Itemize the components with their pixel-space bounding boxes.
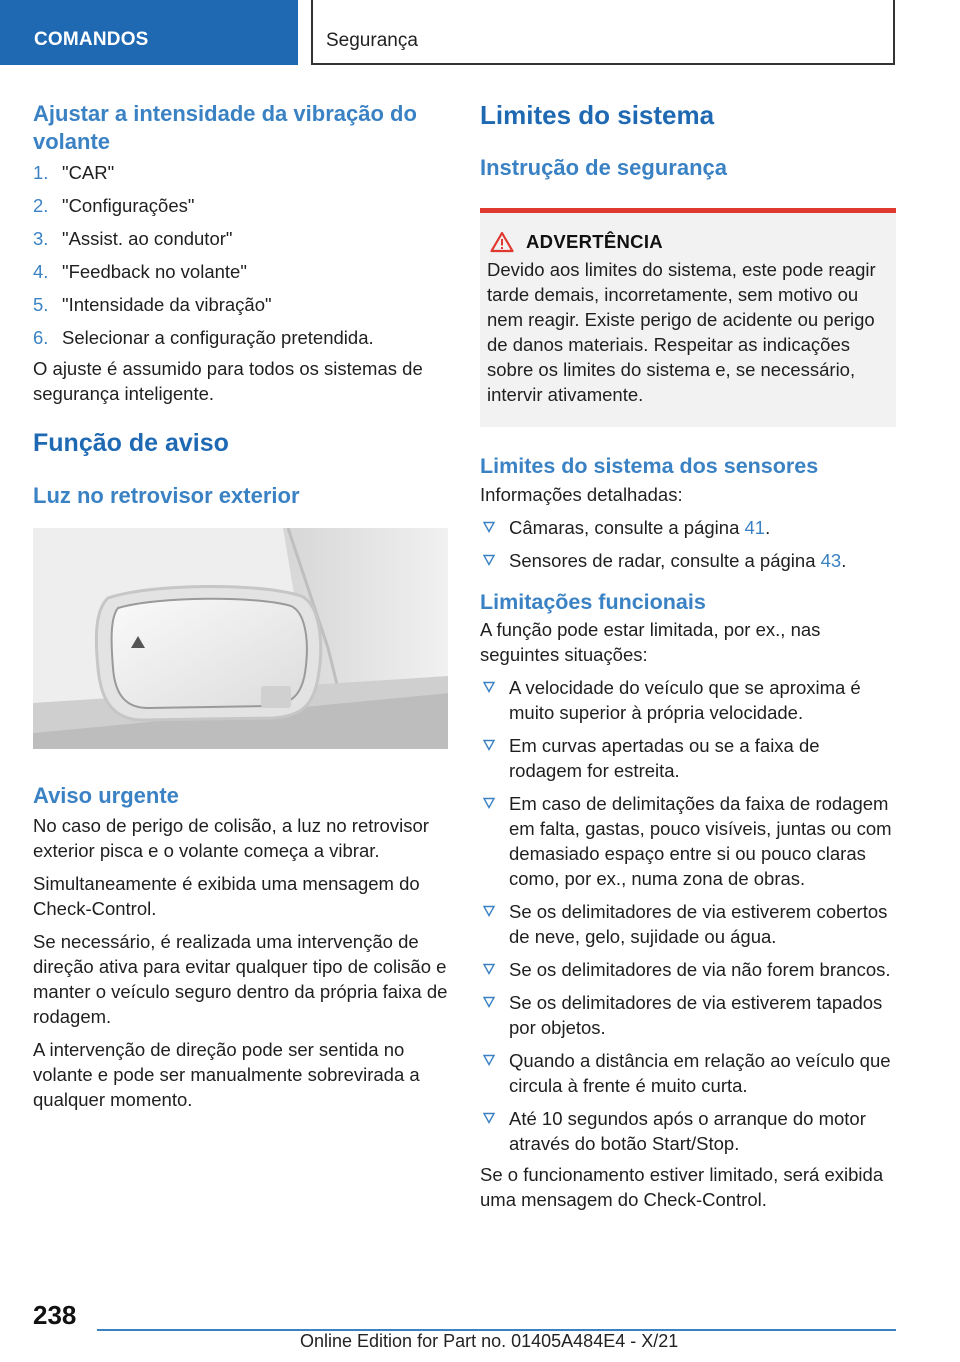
function-limit-item (480, 1106, 896, 1156)
step-item (33, 193, 448, 218)
side-mirror-illustration (33, 528, 448, 749)
sensor-list-item (480, 548, 896, 573)
step-item (33, 160, 448, 185)
step-item (33, 226, 448, 251)
sensor-item-end: . (765, 517, 771, 538)
sensor-item-text (509, 515, 770, 540)
warning-box (480, 208, 896, 427)
function-limit-text: Se os delimitadores de via não forem brancos. (509, 959, 891, 980)
vibration-steps (33, 160, 448, 350)
step-text: "Configurações" (62, 195, 195, 216)
function-limit-text: A velocidade do veículo que se aproxima é muito superior à própria velocidade. (509, 677, 861, 723)
function-limit-item (480, 899, 896, 949)
step-number: 3. (33, 228, 49, 249)
urgent-paragraph: Simultaneamente é exibida uma mensagem do Check-Control. (33, 873, 420, 919)
right-column (480, 100, 896, 1212)
sensor-list (480, 515, 896, 573)
urgent-paragraph: Se necessário, é realizada uma intervenção de direção ativa para evitar qualquer tipo de colisão e manter o veículo seguro dentro da própria faixa de rodagem. (33, 931, 448, 1027)
sensor-item-text (509, 548, 846, 573)
function-limits-outro: Se o funcionamento estiver limitado, será exibida uma mensagem do Check-Control. (480, 1164, 884, 1210)
sensor-list-item (480, 515, 896, 540)
header-subsection-box (311, 0, 895, 65)
sensor-item-label: Sensores de radar, consulte a página (509, 550, 821, 571)
sensor-item-end: . (841, 550, 847, 571)
step-number: 5. (33, 294, 49, 315)
mirror-illustration (33, 528, 448, 749)
step-number: 2. (33, 195, 49, 216)
function-limit-text: Se os delimitadores de via estiverem cobertos de neve, gelo, sujidade ou água. (509, 901, 888, 947)
mirror-heading: Luz no retrovisor exterior (33, 483, 300, 508)
warning-title: ADVERTÊNCIA (526, 231, 663, 252)
triangle-bullet-icon (480, 733, 509, 783)
urgent-paragraph: No caso de perigo de colisão, a luz no retrovisor exterior pisca e o volante começa a vibrar. (33, 815, 429, 861)
function-limits-intro: A função pode estar limitada, por ex., nas seguintes situações: (480, 619, 821, 665)
step-text: Selecionar a configuração pretendida. (62, 327, 374, 348)
triangle-bullet-icon (480, 515, 509, 540)
header-subsection-label: Segurança (326, 30, 418, 51)
page-reference-link[interactable]: 43 (820, 550, 842, 571)
function-limit-item (480, 957, 896, 982)
function-limits-heading: Limitações funcionais (480, 590, 706, 614)
sensor-intro: Informações detalhadas: (480, 484, 683, 505)
step-number: 1. (33, 162, 49, 183)
function-limit-item (480, 990, 896, 1040)
step-text: "Intensidade da vibração" (62, 294, 272, 315)
triangle-bullet-icon (480, 548, 509, 573)
triangle-bullet-icon (480, 899, 509, 949)
sensor-heading: Limites do sistema dos sensores (480, 454, 819, 478)
page-number: 238 (33, 1300, 77, 1330)
urgent-paragraphs (33, 813, 448, 1112)
vibration-note: O ajuste é assumido para todos os sistemas de segurança inteligente. (33, 358, 423, 404)
function-limit-text: Em caso de delimitações da faixa de rodagem em falta, gastas, pouco visíveis, juntas ou com demasiado espaço entre si ou pouco claras como, por ex., numa zona de obras. (509, 793, 892, 889)
footer-edition: Online Edition for Part no. 01405A484E4 - X/21 (300, 1331, 679, 1351)
triangle-bullet-icon (480, 1106, 509, 1156)
step-item (33, 259, 448, 284)
step-text: "Assist. ao condutor" (62, 228, 233, 249)
step-text: "CAR" (62, 162, 115, 183)
function-limits-list (480, 675, 896, 1156)
function-limit-item (480, 791, 896, 891)
header-section-tab (0, 0, 298, 65)
function-limit-item (480, 675, 896, 725)
function-limit-item (480, 733, 896, 783)
function-limit-text: Quando a distância em relação ao veículo que circula à frente é muito curta. (509, 1050, 891, 1096)
safety-heading: Instrução de segurança (480, 155, 727, 180)
triangle-bullet-icon (480, 791, 509, 891)
warning-triangle-icon (490, 231, 514, 253)
triangle-bullet-icon (480, 990, 509, 1040)
sensor-item-label: Câmaras, consulte a página (509, 517, 745, 538)
limits-heading: Limites do sistema (480, 100, 715, 130)
urgent-paragraph: A intervenção de direção pode ser sentida no volante e pode ser manualmente sobrevirada a qualquer momento. (33, 1039, 420, 1110)
triangle-bullet-icon (480, 957, 509, 982)
step-number: 4. (33, 261, 49, 282)
page-reference-link[interactable]: 41 (744, 517, 766, 538)
warning-text: Devido aos limites do sistema, este pode reagir tarde demais, incorretamente, sem motivo ou nem reagir. Existe perigo de acidente ou perigo de danos materiais. Respeitar as indicações sobre os limites do sistema e, se necessário, intervir ativamente. (487, 259, 876, 405)
triangle-bullet-icon (480, 675, 509, 725)
step-item (33, 325, 448, 350)
function-limit-text: Em curvas apertadas ou se a faixa de rodagem for estreita. (509, 735, 820, 781)
step-number: 6. (33, 327, 49, 348)
triangle-bullet-icon (480, 1048, 509, 1098)
function-limit-item (480, 1048, 896, 1098)
function-limit-text: Se os delimitadores de via estiverem tapados por objetos. (509, 992, 883, 1038)
function-limit-text: Até 10 segundos após o arranque do motor através do botão Start/Stop. (509, 1108, 866, 1154)
step-text: "Feedback no volante" (62, 261, 247, 282)
vibration-heading: Ajustar a intensidade da vibração do volante (33, 101, 417, 154)
urgent-heading: Aviso urgente (33, 783, 179, 808)
function-heading: Função de aviso (33, 429, 229, 457)
left-column (33, 100, 448, 1120)
step-item (33, 292, 448, 317)
warning-title-row (490, 231, 888, 253)
header-section-label: COMANDOS (34, 29, 149, 50)
